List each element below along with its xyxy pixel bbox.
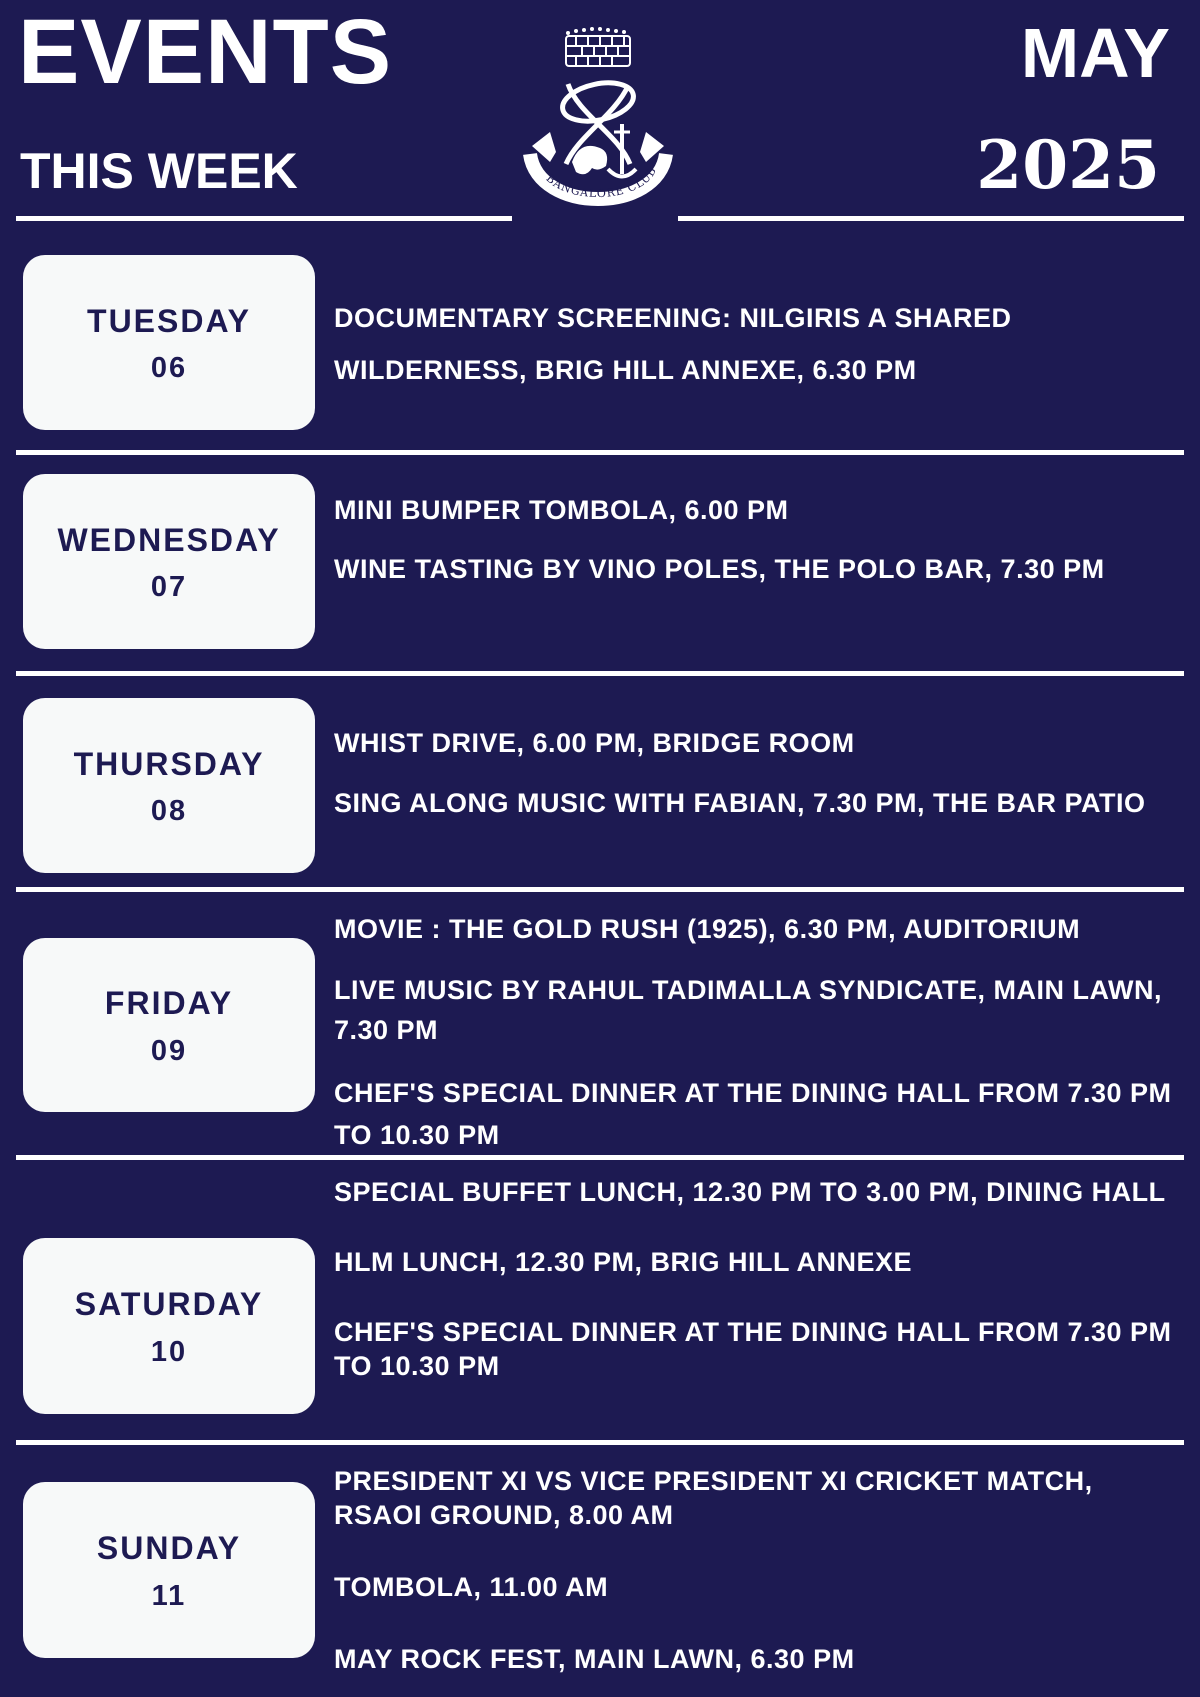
event-item: SING ALONG MUSIC WITH FABIAN, 7.30 PM, THE BAR PATIO: [334, 788, 1146, 818]
event-list: [334, 1464, 1184, 1676]
row-divider: [16, 450, 1184, 455]
row-divider: [16, 1155, 1184, 1160]
event-item: MOVIE : THE GOLD RUSH (1925), 6.30 PM, AUDITORIUM: [334, 914, 1081, 944]
header-rule-right: [678, 216, 1184, 221]
event-list: [334, 726, 1184, 820]
row-divider: [16, 671, 1184, 676]
day-date: 06: [150, 352, 188, 385]
event-item: PRESIDENT XI VS VICE PRESIDENT XI CRICKET MATCH, RSAOI GROUND, 8.00 AM: [334, 1466, 1093, 1530]
day-name: FRIDAY: [104, 985, 234, 1022]
event-list: [334, 912, 1184, 1156]
day-badge: [23, 1238, 315, 1414]
day-badge: [23, 938, 315, 1112]
day-name: SUNDAY: [96, 1530, 242, 1567]
day-name: SATURDAY: [74, 1286, 264, 1323]
club-crest-logo: [518, 24, 678, 224]
day-badge: [23, 255, 315, 430]
row-divider: [16, 1440, 1184, 1445]
event-item: WINE TASTING BY VINO POLES, THE POLO BAR, 7.30 PM: [334, 554, 1105, 584]
day-date: 11: [151, 1579, 187, 1612]
day-name: TUESDAY: [87, 302, 251, 339]
event-list: [334, 292, 1184, 396]
row-divider: [16, 887, 1184, 892]
event-item: LIVE MUSIC BY RAHUL TADIMALLA SYNDICATE, MAIN LAWN, 7.30 PM: [334, 975, 1162, 1045]
day-date: 07: [150, 571, 188, 604]
event-item: DOCUMENTARY SCREENING: NILGIRIS A SHARED WILDERNESS, BRIG HILL ANNEXE, 6.30 PM: [334, 303, 1012, 385]
day-badge: [23, 698, 315, 873]
day-badge: [23, 1482, 315, 1658]
event-item: WHIST DRIVE, 6.00 PM, BRIDGE ROOM: [334, 728, 855, 758]
svg-text:BANGALORE CLUB: BANGALORE CLUB: [543, 164, 660, 201]
day-date: 09: [150, 1034, 188, 1067]
day-name: THURSDAY: [73, 745, 265, 782]
day-date: 08: [150, 795, 188, 828]
event-item: TOMBOLA, 11.00 AM: [334, 1572, 609, 1602]
page-subtitle: THIS WEEK: [20, 143, 298, 199]
event-item: CHEF'S SPECIAL DINNER AT THE DINING HALL FROM 7.30 PM TO 10.30 PM: [334, 1078, 1172, 1150]
day-name: WEDNESDAY: [57, 521, 281, 558]
event-item: MINI BUMPER TOMBOLA, 6.00 PM: [334, 495, 789, 525]
event-item: CHEF'S SPECIAL DINNER AT THE DINING HALL FROM 7.30 PM TO 10.30 PM: [334, 1317, 1172, 1381]
event-item: MAY ROCK FEST, MAIN LAWN, 6.30 PM: [334, 1644, 855, 1674]
event-item: HLM LUNCH, 12.30 PM, BRIG HILL ANNEXE: [334, 1247, 913, 1277]
month-label: MAY: [1020, 14, 1170, 92]
header-rule-left: [16, 216, 512, 221]
year-label: 2025: [976, 126, 1160, 204]
event-item: SPECIAL BUFFET LUNCH, 12.30 PM TO 3.00 PM, DINING HALL: [334, 1177, 1166, 1207]
day-date: 10: [150, 1335, 188, 1368]
event-list: [334, 1175, 1184, 1383]
event-list: [334, 493, 1184, 589]
page-title: EVENTS: [18, 1, 393, 103]
day-badge: [23, 474, 315, 649]
